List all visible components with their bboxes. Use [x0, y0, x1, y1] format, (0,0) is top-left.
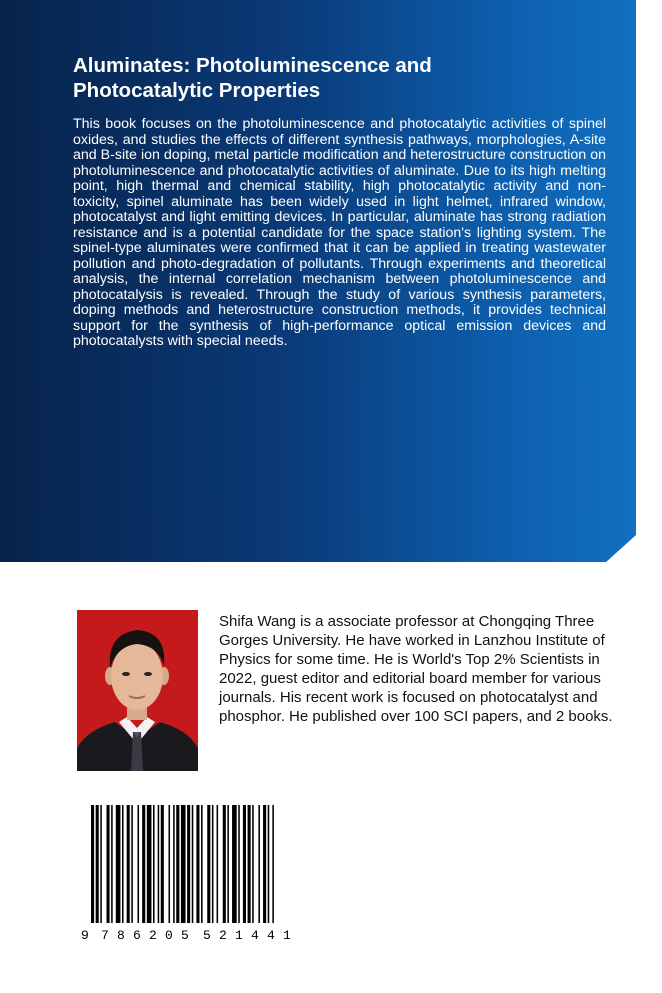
- barcode-digit: 1: [235, 928, 243, 943]
- barcode-bar: [201, 805, 203, 923]
- barcode-bar: [153, 805, 155, 923]
- barcode-bar: [161, 805, 164, 923]
- barcode-bar: [138, 805, 140, 923]
- barcode-digit: 1: [283, 928, 291, 943]
- barcode-bar: [223, 805, 226, 923]
- barcode-bar: [111, 805, 113, 923]
- book-title-line-2: Photocatalytic Properties: [73, 79, 321, 102]
- barcode-bar: [192, 805, 194, 923]
- barcode-bar: [232, 805, 237, 923]
- barcode-digit: 4: [251, 928, 259, 943]
- book-description: This book focuses on the photoluminescence and photocatalytic activities of spinel oxides, and studies the effects of different synthesis pathways, morphologies, A-site and B-site ion doping, metal particle modification and heterostructure construction on photoluminescence and photocatalytic activities of aluminate. Due to its high melting point, high thermal and chemical stability, high photocatalytic activity and non-toxicity, spinel aluminate has been widely used in light helmet, infrared window, photocatalyst and light emitting devices. In particular, aluminate has strong radiation resistance and is a potential candidate for the space station's lighting system. The spinel-type aluminates were confirmed that it can be applied in treating wastewater pollution and photo-degradation of pollutants. Through experiments and theoretical analysis, the internal correlation mechanism between photoluminescence and photocatalysis is revealed. Through the study of various synthesis parameters, doping methods and heterostructure construction methods, it provides technical support for the synthesis of high-performance optical emission devices and photocatalysts with special needs.: [73, 116, 606, 349]
- barcode-bar: [263, 805, 266, 923]
- barcode-bar: [142, 805, 145, 923]
- barcode-bar: [252, 805, 254, 923]
- barcode-bar: [207, 805, 210, 923]
- barcode-digit: 2: [149, 928, 157, 943]
- barcode-digit: 0: [165, 928, 173, 943]
- barcode-bar: [122, 805, 124, 923]
- barcode-bar: [248, 805, 251, 923]
- isbn-barcode: [79, 801, 309, 947]
- author-photo: [77, 610, 198, 771]
- barcode-bar: [176, 805, 179, 923]
- barcode-bar: [173, 805, 175, 923]
- barcode-bar: [212, 805, 214, 923]
- author-portrait-graphic: [77, 610, 198, 771]
- barcode-bar: [258, 805, 260, 923]
- barcode-bar: [196, 805, 199, 923]
- barcode-bar: [217, 805, 219, 923]
- barcode-bar: [181, 805, 186, 923]
- book-title-line-1: Aluminates: Photoluminescence and: [73, 54, 432, 77]
- barcode-bar: [116, 805, 121, 923]
- barcode-digit: 6: [133, 928, 141, 943]
- cover-edge-strip: [636, 0, 662, 562]
- barcode-bar: [107, 805, 110, 923]
- barcode-bar: [100, 805, 102, 923]
- barcode-digit: 9: [81, 928, 89, 943]
- barcode-bar: [147, 805, 152, 923]
- barcode-bar: [169, 805, 171, 923]
- barcode-bar: [272, 805, 274, 923]
- barcode-bar: [238, 805, 240, 923]
- book-title: [73, 53, 593, 103]
- barcode-bar: [91, 805, 94, 923]
- barcode-digit: 2: [219, 928, 227, 943]
- barcode-bar: [131, 805, 133, 923]
- barcode-bar: [127, 805, 130, 923]
- barcode-bar: [268, 805, 270, 923]
- barcode-digit: 5: [181, 928, 189, 943]
- author-bio: Shifa Wang is a associate professor at Chongqing Three Gorges University. He have worked in Lanzhou Institute of Physics for some time. He is World's Top 2% Scientists in 2022, guest editor and editorial board member for various journals. His recent work is focused on photocatalyst and phosphor. He published over 100 SCI papers, and 2 books.: [219, 613, 613, 725]
- barcode-bar: [243, 805, 246, 923]
- barcode-digit: 8: [117, 928, 125, 943]
- barcode-bar: [227, 805, 229, 923]
- barcode-bar: [96, 805, 99, 923]
- barcode-bar: [158, 805, 160, 923]
- barcode-digit: 7: [101, 928, 109, 943]
- barcode-digit: 4: [267, 928, 275, 943]
- barcode-digit: 5: [203, 928, 211, 943]
- barcode-bar: [187, 805, 190, 923]
